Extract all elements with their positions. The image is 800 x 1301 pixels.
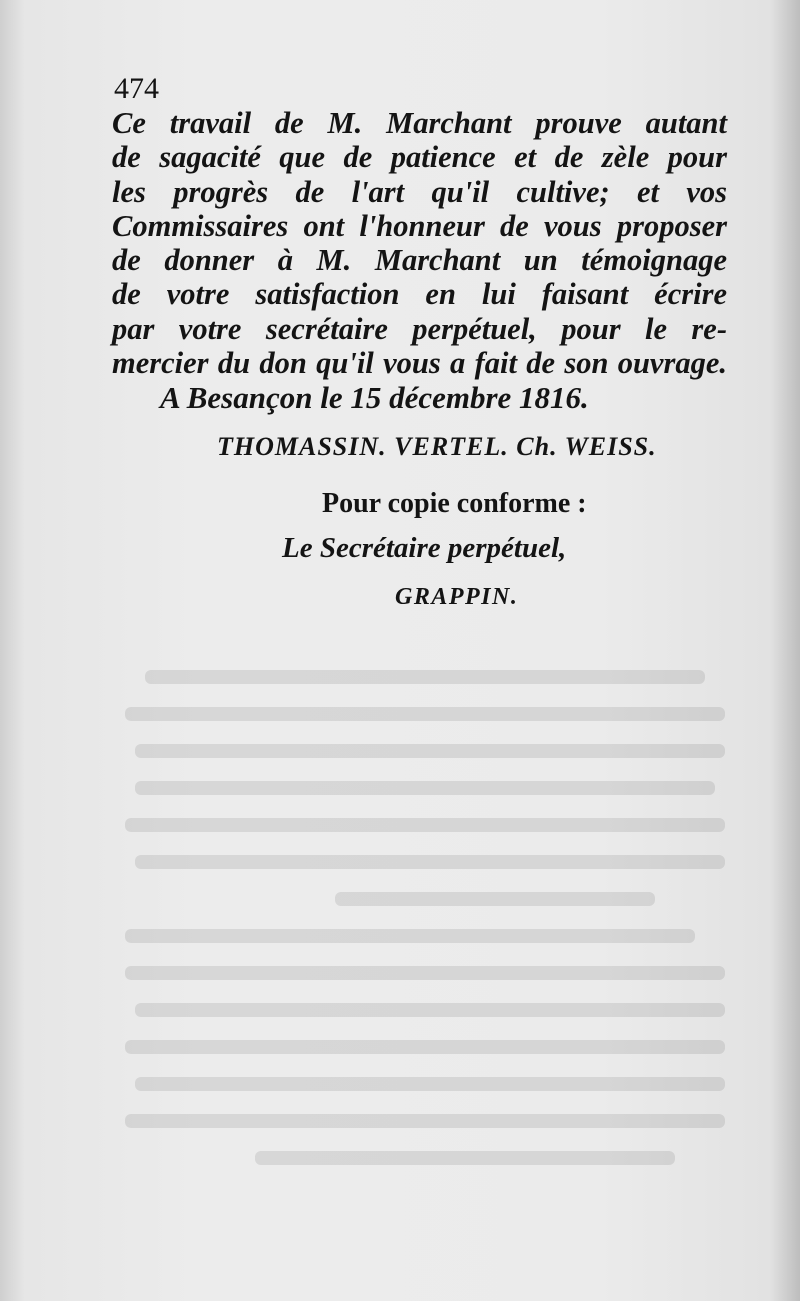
paragraph-line: Commissaires ont l'honneur de vous proposer bbox=[112, 208, 727, 243]
show-through-lines bbox=[95, 650, 735, 1210]
secretary-title: Le Secrétaire perpétuel, bbox=[282, 532, 567, 564]
page-number: 474 bbox=[114, 72, 159, 105]
paragraph-line: les progrès de l'art qu'il cultive; et vos bbox=[112, 174, 727, 209]
paragraph-line: mercier du don qu'il vous a fait de son ouvrage. bbox=[112, 346, 727, 381]
show-through-texture bbox=[95, 650, 735, 1210]
copy-notice: Pour copie conforme : bbox=[322, 488, 587, 519]
paragraph-line: de donner à M. Marchant un témoignage bbox=[112, 243, 727, 278]
paragraph-line: par votre secrétaire perpétuel, pour le re- bbox=[112, 311, 727, 346]
signers: THOMASSIN. VERTEL. Ch. WEISS. bbox=[217, 432, 657, 461]
report-paragraph bbox=[112, 106, 727, 380]
paragraph-line: de sagacité que de patience et de zèle pour bbox=[112, 140, 727, 175]
paragraph-line: Ce travail de M. Marchant prouve autant bbox=[112, 106, 727, 140]
paragraph-line: de votre satisfaction en lui faisant écrire bbox=[112, 277, 727, 312]
dateline: A Besançon le 15 décembre 1816. bbox=[160, 380, 589, 415]
secretary-name: GRAPPIN. bbox=[395, 584, 519, 610]
